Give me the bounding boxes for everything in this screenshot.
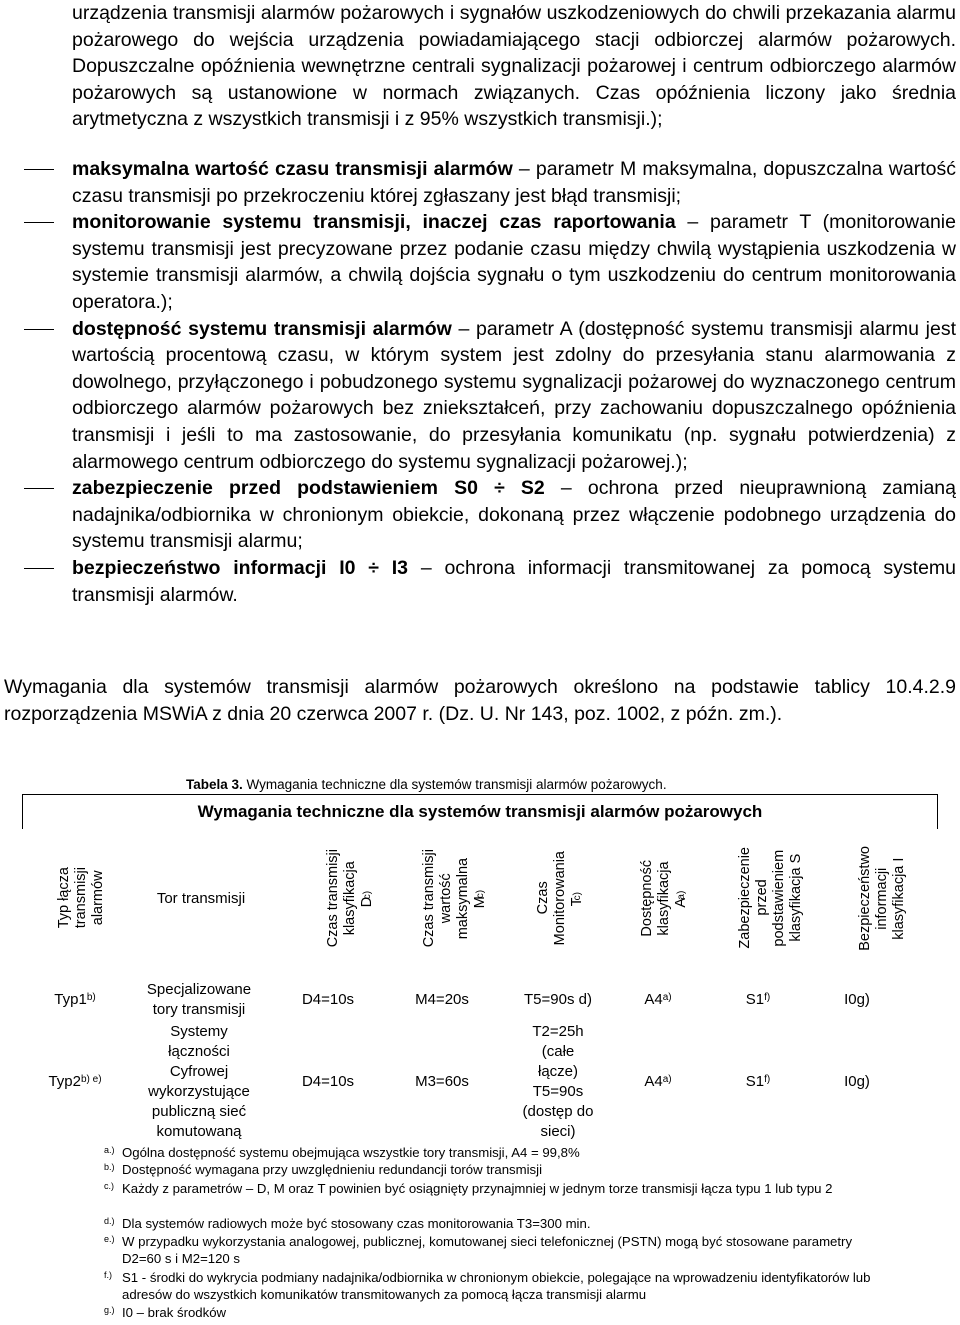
- list-item: [0, 555, 956, 608]
- header-s: [716, 828, 826, 968]
- cell-line: wykorzystujące: [148, 1083, 250, 1100]
- term: maksymalna wartość czasu transmisji alarmów: [72, 158, 513, 180]
- cell-text: Typ1: [54, 991, 87, 1008]
- list-item: [0, 209, 956, 315]
- header-line: Monitorowania: [551, 850, 568, 946]
- header-line: Bezpieczeństwo: [856, 845, 873, 951]
- dash-marker: [24, 488, 54, 489]
- cell-a: [618, 990, 698, 1010]
- header-line: klasyfikacja: [655, 860, 672, 936]
- cell-line: Systemy: [170, 1023, 228, 1040]
- caption-label: Tabela 3.: [186, 777, 243, 792]
- footnote-mark: g.): [104, 1305, 115, 1315]
- dash-separator: –: [420, 556, 432, 579]
- dash-marker: [24, 568, 54, 569]
- definition: ochrona informacji transmitowanej za pomocą systemu transmisji alarmów.: [72, 556, 957, 606]
- cell-line: publiczną sieć: [151, 1103, 247, 1120]
- footnote-text: W przypadku wykorzystania analogowej, publicznej, komutowanej sieci telefonicznej (PSTN) mogą być stosowane parametry D2=60 s i M2=120 s: [122, 1234, 853, 1266]
- cell-tor: [124, 1022, 274, 1142]
- header-tor: [126, 828, 276, 968]
- dash-separator: –: [687, 211, 699, 234]
- cell-s: [718, 1072, 798, 1092]
- term: bezpieczeństwo informacji I0 ÷ I3: [72, 556, 409, 579]
- header-sup: c): [361, 890, 373, 899]
- header-line: przed: [754, 879, 770, 917]
- header-line: informacji: [873, 866, 890, 930]
- term: monitorowanie systemu transmisji, inaczej czas raportowania: [72, 211, 676, 234]
- footnote-text: I0 – brak środków: [122, 1305, 227, 1320]
- header-sup: c): [475, 889, 486, 899]
- footnote-text: Ogólna dostępność systemu obejmująca wszystkie tory transmisji, A4 = 99,8%: [122, 1145, 580, 1160]
- footnote-mark: a.): [104, 1145, 115, 1155]
- dash-separator: –: [560, 477, 572, 500]
- header-sup: a): [675, 890, 687, 900]
- dash-marker: [24, 169, 54, 170]
- cell-sup: f): [764, 992, 771, 1003]
- term: dostępność systemu transmisji alarmów: [72, 317, 452, 340]
- cell-text: S1: [745, 991, 765, 1008]
- footnote-text: Dla systemów radiowych może być stosowany czas monitorowania T3=300 min.: [122, 1216, 591, 1231]
- header-line: [359, 849, 376, 947]
- header-a: [614, 828, 714, 968]
- header-symbol: A: [672, 897, 689, 908]
- footnote-mark: b.): [104, 1162, 115, 1172]
- cell-line: (całe: [541, 1043, 575, 1060]
- cell-d: D4=10s: [301, 1073, 355, 1090]
- header-line: [472, 849, 489, 947]
- footnote-text: Dostępność wymagana przy uwzględnieniu redundancji torów transmisji: [122, 1162, 543, 1177]
- definition: parametr M maksymalna, dopuszczalna wartość czasu transmisji po przekroczeniu której zgłaszany jest błąd transmisji;: [72, 158, 956, 207]
- cell-line: komutowaną: [156, 1123, 242, 1140]
- definitions-list: [0, 156, 956, 608]
- cell-text: A4: [644, 991, 663, 1008]
- header-line: Czas transmisji: [421, 848, 437, 948]
- list-item: [0, 316, 956, 476]
- table-caption: [186, 777, 667, 793]
- footnote-mark: f.): [104, 1270, 112, 1280]
- cell-line: T5=90s: [532, 1083, 584, 1100]
- footnote-text: S1 - środki do wykrycia podmiany nadajnika/odbiornika w chronionym obiekcie, polegające na wprowadzeniu identyfikatorów lub adresów do wszystkich komunikatów transmitowanych za pomocą łącza transmisji alarmu: [122, 1270, 871, 1302]
- header-line: klasyfikacja: [341, 860, 358, 936]
- cell-typ: [30, 1072, 120, 1092]
- cell-i: I0g): [844, 991, 870, 1008]
- cell-s: [718, 990, 798, 1010]
- header-line: podstawieniem: [771, 849, 787, 947]
- cell-t: [496, 990, 620, 1010]
- cell-line: Specjalizowane: [146, 981, 252, 998]
- header-line: maksymalna: [455, 857, 471, 939]
- dash-separator: –: [458, 317, 470, 340]
- caption-text: Wymagania techniczne dla systemów transmisji alarmów pożarowych.: [242, 777, 667, 792]
- header-line: alarmów: [89, 870, 106, 926]
- footnote-mark: c.): [104, 1181, 114, 1191]
- list-item: [0, 475, 956, 555]
- table-header-row: [22, 828, 938, 968]
- cell-typ: [30, 990, 120, 1010]
- footnote-mark: d.): [104, 1216, 115, 1226]
- cell-m: M3=60s: [415, 1073, 469, 1090]
- header-line: Zabezpieczenie: [737, 847, 753, 949]
- header-line: Typ łącza: [55, 867, 72, 929]
- cell-sup: a): [662, 1074, 672, 1085]
- intro-paragraph: urządzenia transmisji alarmów pożarowych i sygnałów uszkodzeniowych do chwili przekazania alarmu pożarowego do wejścia urządzenia powiadamiającego stacji odbiorczej alarmów pożarowych. Dopuszczalne opóźnienia wewnętrzne centrali sygnalizacji pożarowej i centrum odbiorczego alarmów pożarowych są ustanowione w normach związanych. Czas opóźnienia liczony jako średnia arytmetyczna z wszystkich transmisji i z 95% wszystkich transmisji.);: [72, 2, 956, 131]
- cell-line: T5=90s d): [524, 991, 592, 1008]
- cell-line: T2=25h: [532, 1023, 584, 1040]
- header-t: [508, 828, 612, 968]
- cell-d: D4=10s: [301, 991, 355, 1008]
- header-line: klasyfikacja I: [890, 856, 907, 940]
- footnote-text: Każdy z parametrów – D, M oraz T powinien być osiągnięty przynajmniej w jednym torze transmisji łącza typu 1 lub typu 2: [122, 1181, 833, 1196]
- cell-m: M4=20s: [415, 991, 469, 1008]
- requirements-paragraph: Wymagania dla systemów transmisji alarmów pożarowych określono na podstawie tablicy 10.4.2.9 rozporządzenia MSWiA z dnia 20 czerwca 2007 r. (Dz. U. Nr 143, poz. 1002, z późn. zm.).: [4, 676, 956, 725]
- header-line: Tor transmisji: [156, 889, 246, 907]
- header-line: Czas: [534, 881, 551, 915]
- header-d: [298, 828, 402, 968]
- definition: parametr A (dostępność systemu transmisji alarmu jest wartością procentową czasu, w którym system jest zdolny do przesyłania stanu alarmowania z dowolnego, przyłączonego i pobudzonego systemu sygnalizacji pożarowej do wyznaczonego centrum odbiorczego alarmów pożarowych bez zniekształceń, przy zachowaniu dopuszczalnego opóźnienia transmisji i jeśli to ma zastosowanie, do przesyłania komunikatu (np. sygnału potwierdzenia) z alarmowego centrum odbiorczego do systemu sygnalizacji pożarowej.);: [72, 317, 956, 473]
- definition: parametr T (monitorowanie systemu transmisji jest precyzowane przez podanie czasu między chwilą wystąpienia uszkodzenia w systemie transmisji alarmów, a chwilą dojścia sygnału o tym uszkodzeniu do centrum monitorowania operatora.);: [72, 211, 956, 313]
- header-line: Dostępność: [638, 859, 655, 937]
- footnote-mark: e.): [104, 1234, 115, 1244]
- cell-sup: f): [764, 1074, 771, 1085]
- cell-sup: a): [662, 992, 672, 1003]
- table-title: Wymagania techniczne dla systemów transmisji alarmów pożarowych: [22, 794, 938, 829]
- cell-a: [618, 1072, 698, 1092]
- dash-marker: [24, 329, 54, 330]
- header-m: [400, 828, 510, 968]
- header-line: Czas transmisji: [324, 848, 341, 948]
- header-symbol: M: [472, 896, 488, 909]
- cell-line: Cyfrowej: [169, 1063, 229, 1080]
- cell-tor: [124, 980, 274, 1020]
- cell-line: łączności: [168, 1043, 230, 1060]
- header-symbol: D: [358, 896, 375, 908]
- cell-text: A4: [644, 1073, 663, 1090]
- list-item: [0, 156, 956, 209]
- cell-line: (dostęp do: [522, 1103, 594, 1120]
- header-line: wartość: [438, 873, 454, 923]
- cell-text: Typ2: [48, 1073, 81, 1090]
- cell-line: łącze): [537, 1063, 578, 1080]
- dash-marker: [24, 222, 54, 223]
- cell-text: S1: [745, 1073, 765, 1090]
- header-line: klasyfikacja S: [788, 854, 804, 942]
- header-i: [828, 828, 936, 968]
- header-sup: c): [571, 891, 583, 900]
- header-typ: [36, 828, 126, 968]
- term: zabezpieczenie przed podstawieniem S0 ÷ S2: [72, 477, 545, 500]
- header-line: transmisji: [72, 867, 89, 929]
- cell-line: tory transmisji: [152, 1001, 246, 1018]
- header-symbol: T: [568, 897, 585, 907]
- cell-sup: b) e): [80, 1074, 102, 1085]
- cell-sup: b): [86, 992, 96, 1003]
- header-line: [569, 851, 586, 945]
- definition: ochrona przed nieuprawnioną zamianą nadajnika/odbiornika w chronionym obiekcie, dokonaną przez włączenie podobnego urządzenia do systemu transmisji alarmu;: [72, 477, 956, 553]
- header-line: [673, 860, 690, 937]
- dash-separator: –: [518, 158, 530, 180]
- cell-t: [496, 1022, 620, 1142]
- cell-i: I0g): [844, 1073, 870, 1090]
- cell-line: sieci): [540, 1123, 576, 1140]
